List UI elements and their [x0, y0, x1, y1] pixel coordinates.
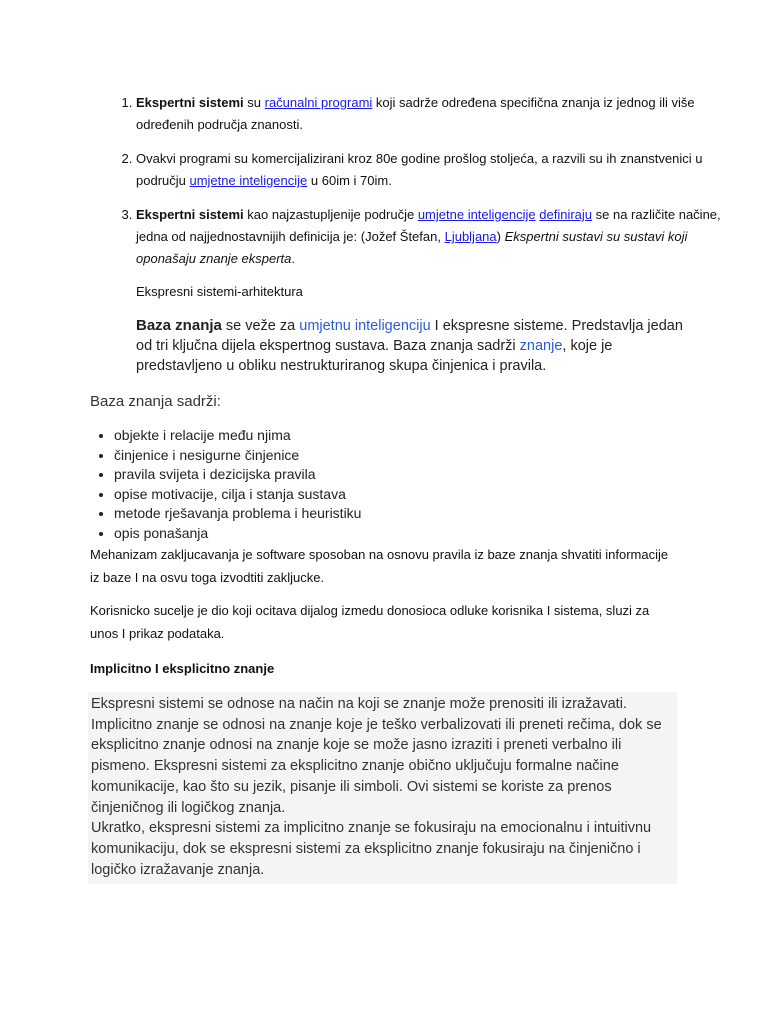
bold-term: Ekspertni sistemi — [136, 95, 244, 110]
list-item: • objekte i relacije među njima — [114, 426, 361, 446]
list-item — [136, 92, 736, 136]
text: se na različite načine, jedna od najjednostavnijih definicija je: (Jožef Štefan, — [136, 207, 721, 244]
list-item — [136, 148, 736, 192]
text: se veže za — [221, 318, 300, 334]
text: , koje je predstavljeno u obliku nestrukturiranog skupa činjenica i pravila. — [136, 338, 613, 374]
bold-term: Ekspertni sistemi — [136, 207, 244, 222]
text: kao najzastupljenije područje — [243, 207, 418, 222]
knowledge-base-paragraph — [136, 316, 686, 376]
list-item: • opise motivacije, cilja i stanja sustava — [114, 485, 361, 505]
link-umjetne-inteligencije[interactable]: umjetne inteligencije — [189, 173, 308, 188]
quote-paragraph: Ukratko, ekspresni sistemi za implicitno znanje se fokusiraju na emocionalnu i intuitivnu komunikaciju, dok se ekspresni sistemi za eksplicitno znanje fokusiraju na činjenično i logičko izražavanje znanja. — [91, 820, 652, 878]
contains-title: Baza znanja sadrži: — [90, 393, 221, 410]
quoted-text-block — [88, 692, 677, 884]
user-interface-paragraph: Korisnicko sucelje je dio koji ocitava dijalog izmedu donosioca odluke korisnika I sistema, sluzi za unos I prikaz podataka. — [90, 603, 650, 641]
list-item: • opis ponašanja — [114, 524, 361, 544]
list-item — [136, 204, 736, 270]
italic-definition: Ekspertni sustavi su sustavi koji oponašaju znanje eksperta — [136, 229, 688, 266]
text: I ekspresne sisteme. Predstavlja jedan od tri ključna dijela ekspertnog sustava. Baza znanja sadrži — [136, 318, 683, 354]
list-item: • pravila svijeta i dezicijska pravila — [114, 465, 361, 485]
bullet-list — [90, 426, 361, 543]
inference-engine-paragraph: Mehanizam zakljucavanja je software sposoban na osnovu pravila iz baze znanja shvatiti informacije iz baze I na osvu toga izvodtiti zakljucke. — [90, 547, 669, 585]
link-znanje[interactable]: znanje — [519, 338, 563, 354]
link-ljubljana[interactable]: Ljubljana — [444, 229, 497, 244]
link-umjetne-inteligencije[interactable]: umjetne inteligencije — [417, 207, 536, 222]
link-definiraju[interactable]: definiraju — [539, 207, 593, 222]
text: koji sadrže određena specifična znanja iz jednog ili više određenih područja znanosti. — [136, 95, 695, 132]
section-subheading: Ekspresni sistemi-arhitektura — [136, 284, 303, 299]
link-umjetnu-inteligenciju[interactable]: umjetnu inteligenciju — [299, 318, 431, 334]
text: su — [243, 95, 265, 110]
text: Ovakvi programi su komercijalizirani kroz 80e godine prošlog stoljeća, a razvili su ih znanstvenici u području — [136, 151, 703, 188]
text: u 60im i 70im. — [307, 173, 392, 188]
list-item: • činjenice i nesigurne činjenice — [114, 446, 361, 466]
knowledge-heading: Implicitno I eksplicitno znanje — [90, 661, 275, 676]
link-racunalni-programi[interactable]: računalni programi — [264, 95, 373, 110]
quote-paragraph: Ekspresni sistemi se odnose na način na koji se znanje može prenositi ili izražavati. Implicitno znanje se odnosi na znanje koje je teško verbalizovati ili preneti rečima, dok se eksplicitno znanje odnosi na znanje koje se može jasno izraziti i preneti verbalno ili pismeno. Ekspresni sistemi za eksplicitno znanje obično uključuju formalne načine komunikacije, kao što su jezik, pisanje ili simboli. Ovi sistemi se koriste za prenos činjeničnog ili logičkog znanja. — [91, 696, 662, 816]
text: ) — [496, 229, 505, 244]
numbered-list — [90, 92, 736, 282]
text: . — [291, 251, 296, 266]
list-item: • metode rješavanja problema i heuristiku — [114, 504, 361, 524]
bold-term: Baza znanja — [136, 317, 222, 334]
